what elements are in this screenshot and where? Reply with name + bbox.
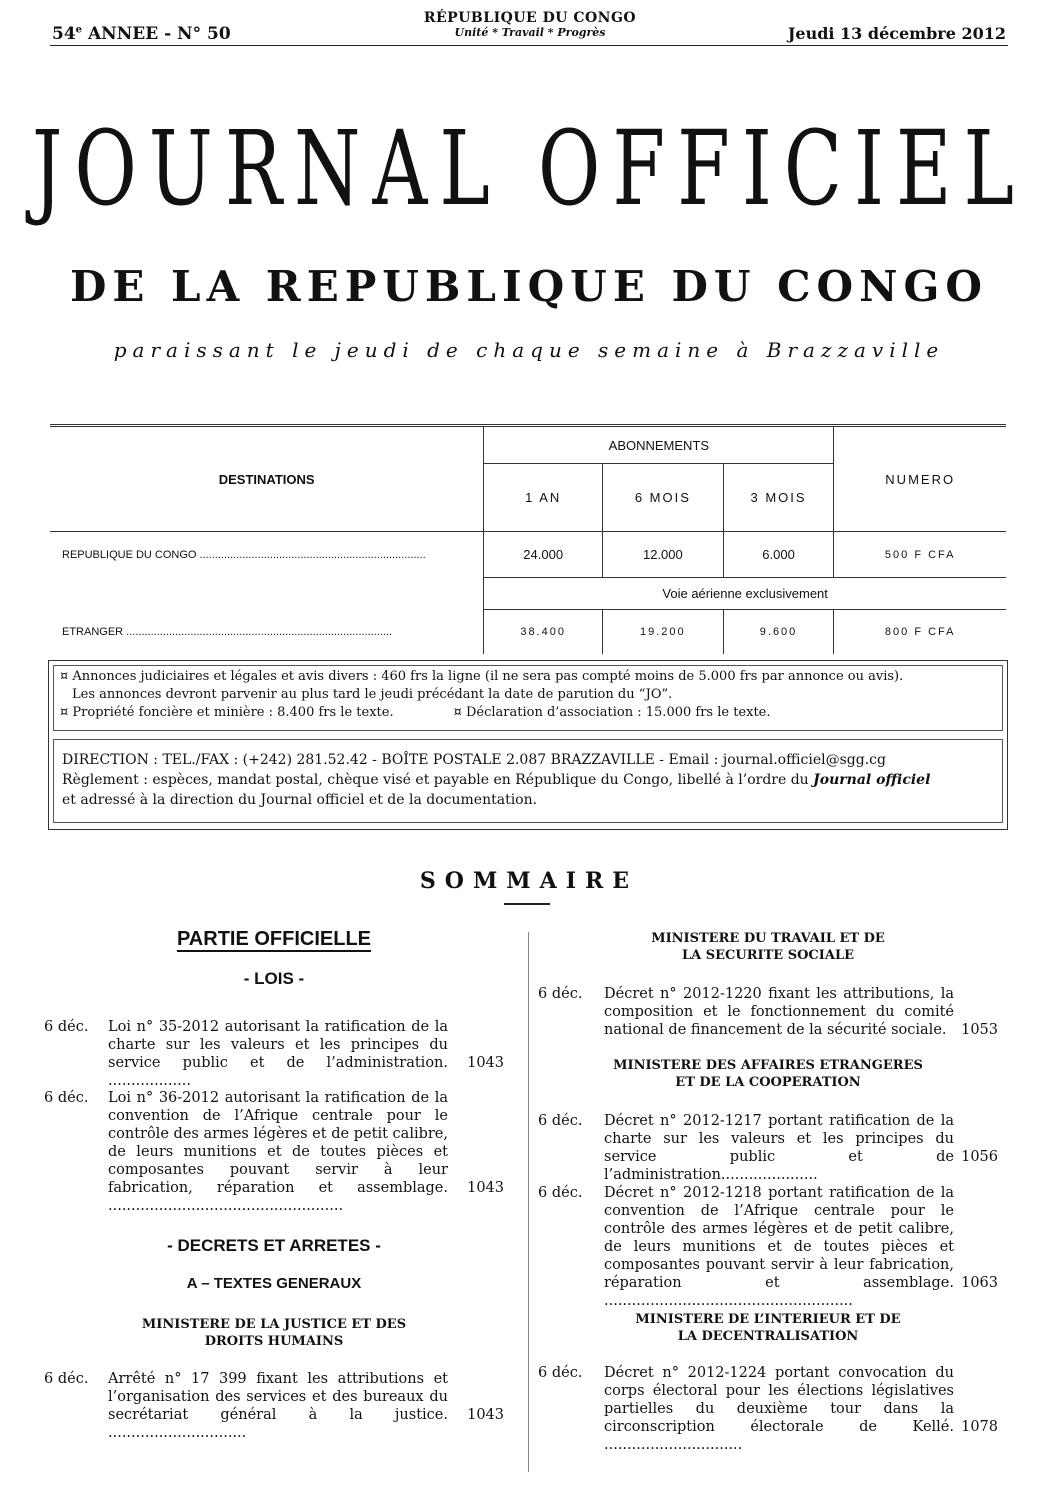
sommaire-entry: 6 déc. Décret n° 2012-1217 portant ratification de la charte sur les valeurs et les principes du service public et de l’administration..................... 1056: [538, 1113, 998, 1183]
ministry-justice-heading: MINISTERE DE LA JUSTICE ET DES DROITS HUMAINS: [141, 1317, 407, 1349]
journal-tagline: paraissant le jeudi de chaque semaine à Brazzaville: [113, 338, 945, 362]
textes-generaux-heading: A – TEXTES GENERAUX: [186, 1275, 362, 1292]
price-etranger-1an: 38.400: [484, 610, 603, 654]
numero-header: NUMERO: [834, 426, 1006, 532]
price-congo-3mois: 6.000: [723, 532, 834, 578]
air-note: Voie aérienne exclusivement: [484, 578, 1006, 610]
address-line: et adressé à la direction du Journal officiel et de la documentation.: [62, 792, 538, 808]
rate-deadline: Les annonces devront parvenir au plus tard le jeudi précédant la date de parution du “JO”.: [72, 687, 673, 702]
issue-number: 54e ANNEE - N° 50: [52, 24, 231, 44]
sommaire-entry: 6 déc. Décret n° 2012-1220 fixant les attributions, la composition et le fonctionnement du comité national de financement de la sécurité sociale. 1053: [538, 986, 998, 1038]
partie-officielle: PARTIE OFFICIELLE: [176, 928, 372, 950]
payment-rules: Règlement : espèces, mandat postal, chèque visé et payable en République du Congo, libellé à l’ordre du Journal officiel: [62, 772, 931, 788]
rate-property: ¤ Propriété foncière et minière : 8.400 frs le texte.: [60, 705, 394, 720]
sommaire-title: SOMMAIRE: [419, 868, 639, 894]
direction-info: [53, 739, 1003, 823]
decrets-heading: - DECRETS ET ARRETES -: [167, 1236, 381, 1255]
sommaire-entry: 6 déc. Arrêté n° 17 399 fixant les attributions et l’organisation des services et des bureaux du secrétariat général à la justice. .............................. 1043: [44, 1371, 504, 1441]
ministry-affaires-heading: MINISTERE DES AFFAIRES ETRANGERES ET DE LA COOPERATION: [613, 1058, 923, 1090]
price-etranger-numero: 800 F CFA: [834, 610, 1006, 654]
sommaire-entry: 6 déc. Loi n° 35-2012 autorisant la ratification de la charte sur les valeurs et les principes du service public et de l’administration. .................. 1043: [44, 1019, 504, 1089]
lois-heading: - LOIS -: [243, 969, 305, 988]
rate-line3: [60, 704, 996, 722]
sommaire-entry: 6 déc. Décret n° 2012-1224 portant convocation du corps électoral pour les élections législatives partielles du deuxième tour dans la circonscription électorale de Kellé. .............................. 1078: [538, 1365, 998, 1453]
announcement-rates: [53, 665, 1003, 731]
notice-box: [48, 660, 1008, 830]
col-3mois: 3 MOIS: [723, 464, 834, 532]
price-congo-6mois: 12.000: [603, 532, 724, 578]
journal-officiel-label: Journal officiel: [813, 772, 931, 788]
journal-subtitle: DE LA REPUBLIQUE DU CONGO: [70, 262, 988, 311]
ministry-interieur-heading: MINISTERE DE L’INTERIEUR ET DE LA DECENTRALISATION: [635, 1312, 901, 1344]
price-etranger-6mois: 19.200: [603, 610, 724, 654]
destinations-header: DESTINATIONS: [50, 426, 484, 532]
masthead-republic: [380, 10, 680, 39]
sommaire-entry: 6 déc. Loi n° 36-2012 autorisant la ratification de la convention de l’Afrique centrale pour le contrôle des armes légères et de petit calibre, de leurs munitions et de toutes pièces et composantes pouvant servir à leur fabrication, réparation et assemblage. ................................................... 1043: [44, 1090, 504, 1214]
dest-congo: REPUBLIQUE DU CONGO ..........................................................................: [62, 548, 426, 561]
subscription-table: [50, 424, 1006, 654]
sommaire-rule: [504, 903, 550, 905]
price-congo-1an: 24.000: [484, 532, 603, 578]
price-etranger-3mois: 9.600: [723, 610, 834, 654]
col-1an: 1 AN: [484, 464, 603, 532]
left-column: [44, 930, 504, 988]
republic-name: RÉPUBLIQUE DU CONGO: [423, 10, 637, 26]
rate-announcements: ¤ Annonces judiciaires et légales et avis divers : 460 frs la ligne (il ne sera pas compté moins de 5.000 frs par annonce ou avis).: [60, 669, 904, 684]
sommaire-entry: 6 déc. Décret n° 2012-1218 portant ratification de la convention de l’Afrique centrale pour le contrôle des armes légères et de petit calibre, de leurs munitions et de toutes pièces et composantes pouvant servir à leur fabrication, réparation et assemblage. ...................................................... 1063: [538, 1185, 998, 1309]
abonnements-header: ABONNEMENTS: [484, 426, 834, 464]
national-motto: Unité * Travail * Progrès: [454, 26, 606, 39]
col-6mois: 6 MOIS: [603, 464, 724, 532]
price-congo-numero: 500 F CFA: [834, 532, 1006, 578]
issue-date: Jeudi 13 décembre 2012: [787, 24, 1006, 43]
rate-association: ¤ Déclaration d’association : 15.000 frs le texte.: [453, 705, 771, 720]
journal-title: JOURNAL OFFICIEL: [32, 108, 1026, 229]
direction-contact: DIRECTION : TEL./FAX : (+242) 281.52.42 - BOÎTE POSTALE 2.087 BRAZZAVILLE - Email : journal.officiel@sgg.cg: [62, 752, 886, 768]
dest-etranger: ETRANGER .......................................................................................: [62, 625, 393, 638]
header-rule: [50, 45, 1008, 46]
ministry-travail-heading: MINISTERE DU TRAVAIL ET DE LA SECURITE SOCIALE: [651, 931, 885, 963]
column-divider: [528, 932, 529, 1472]
